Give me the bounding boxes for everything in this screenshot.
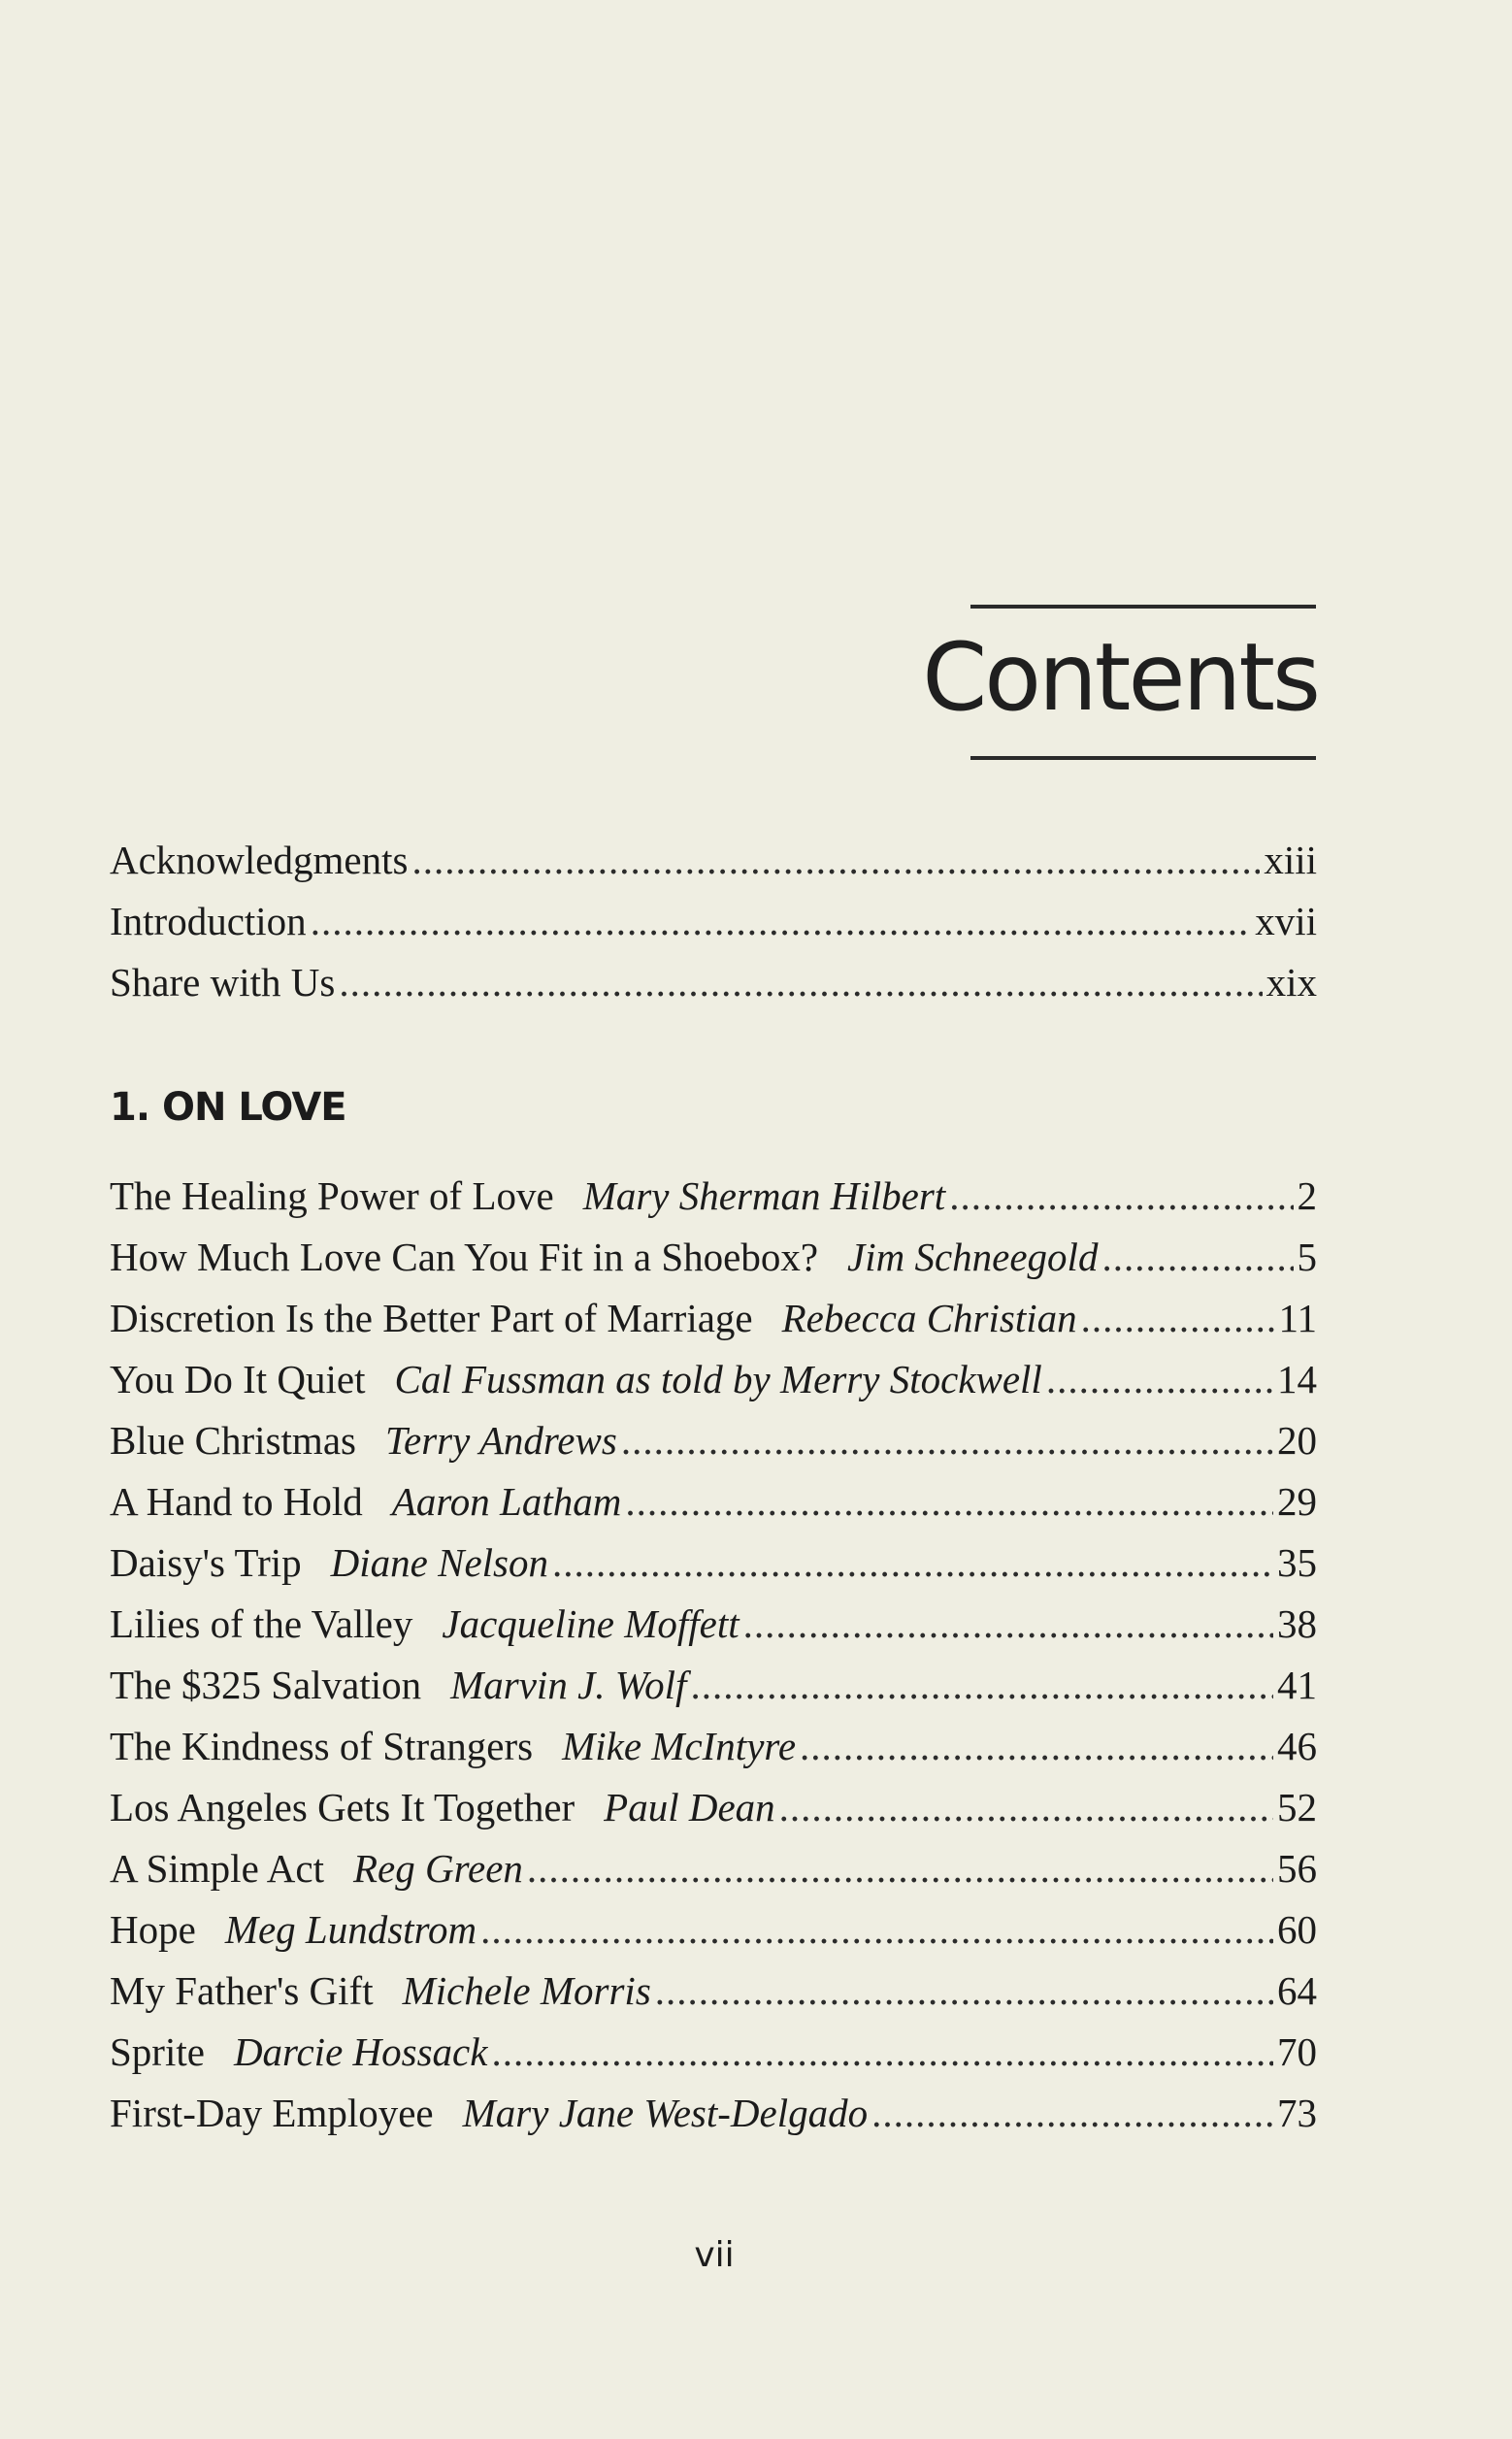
- entry-author: Mike McIntyre: [562, 1724, 797, 1768]
- toc-entry[interactable]: [110, 1906, 1317, 1955]
- entry-title: The Healing Power of Love: [110, 1173, 554, 1218]
- dot-leader: [871, 2090, 1273, 2136]
- entry-page: 70: [1277, 2029, 1317, 2074]
- dot-leader: [311, 898, 1252, 944]
- toc-entry[interactable]: [110, 1417, 1317, 1466]
- entry-page: 56: [1277, 1846, 1317, 1891]
- entry-page: 38: [1277, 1601, 1317, 1646]
- entry-page: 52: [1277, 1785, 1317, 1829]
- toc-entry[interactable]: [110, 1478, 1317, 1527]
- entry-title: My Father's Gift: [110, 1968, 374, 2013]
- entry-author: Rebecca Christian: [781, 1296, 1077, 1340]
- entry-title: A Simple Act: [110, 1846, 324, 1891]
- entry-title: Hope: [110, 1907, 196, 1952]
- heading-rule-top: [970, 605, 1316, 609]
- toc-entry[interactable]: [110, 1172, 1317, 1221]
- entry-page: xvii: [1255, 899, 1317, 943]
- entry-title: Discretion Is the Better Part of Marriage: [110, 1296, 753, 1340]
- entry-author: Reg Green: [352, 1846, 523, 1891]
- entry-title: The Kindness of Strangers: [110, 1724, 534, 1768]
- entry-page: 73: [1277, 2091, 1317, 2135]
- toc-entry[interactable]: [110, 1784, 1317, 1832]
- entry-page: 14: [1277, 1357, 1317, 1401]
- dot-leader: [621, 1417, 1273, 1464]
- entry-title: The $325 Salvation: [110, 1663, 422, 1707]
- dot-leader: [690, 1662, 1273, 1708]
- entry-title: Share with Us: [110, 960, 336, 1005]
- entry-author: Paul Dean: [604, 1785, 775, 1829]
- entry-page: 29: [1277, 1479, 1317, 1524]
- dot-leader: [1101, 1234, 1293, 1280]
- entry-title: Acknowledgments: [110, 838, 409, 882]
- entry-page: 46: [1277, 1724, 1317, 1768]
- entry-author: Darcie Hossack: [233, 2029, 488, 2074]
- entry-author: Diane Nelson: [330, 1540, 548, 1585]
- toc-entry-introduction[interactable]: [110, 898, 1317, 946]
- dot-leader: [552, 1539, 1273, 1586]
- page-number: vii: [694, 2235, 735, 2275]
- toc-entry[interactable]: [110, 2028, 1317, 2077]
- entry-author: Michele Morris: [402, 1968, 651, 2013]
- toc-entry-acknowledgments[interactable]: [110, 837, 1317, 885]
- dot-leader: [949, 1172, 1293, 1219]
- entry-author: Jacqueline Moffett: [442, 1601, 740, 1646]
- entry-author: Meg Lundstrom: [224, 1907, 477, 1952]
- entry-author: Mary Sherman Hilbert: [582, 1173, 946, 1218]
- entry-page: 5: [1297, 1235, 1317, 1279]
- dot-leader: [480, 1906, 1273, 1953]
- dot-leader: [743, 1600, 1273, 1647]
- section-heading: 1. ON LOVE: [110, 1085, 346, 1130]
- entry-page: xix: [1265, 960, 1317, 1005]
- toc-entry[interactable]: [110, 1295, 1317, 1343]
- toc-entry[interactable]: [110, 1845, 1317, 1894]
- entry-title: Blue Christmas: [110, 1418, 356, 1463]
- entry-author: Cal Fussman as told by Merry Stockwell: [394, 1357, 1042, 1401]
- entry-title: Los Angeles Gets It Together: [110, 1785, 575, 1829]
- entry-title: How Much Love Can You Fit in a Shoebox?: [110, 1235, 819, 1279]
- toc-entry[interactable]: [110, 1723, 1317, 1771]
- entry-page: 64: [1277, 1968, 1317, 2013]
- entry-title: You Do It Quiet: [110, 1357, 366, 1401]
- entry-title: Sprite: [110, 2029, 205, 2074]
- entry-page: 60: [1277, 1907, 1317, 1952]
- toc-entry[interactable]: [110, 2090, 1317, 2138]
- entry-title: A Hand to Hold: [110, 1479, 363, 1524]
- dot-leader: [779, 1784, 1273, 1830]
- entry-title: Introduction: [110, 899, 307, 943]
- toc-entry-share-with-us[interactable]: [110, 959, 1317, 1007]
- dot-leader: [1081, 1295, 1275, 1341]
- dot-leader: [625, 1478, 1273, 1525]
- dot-leader: [527, 1845, 1273, 1892]
- entry-author: Marvin J. Wolf: [450, 1663, 687, 1707]
- entry-author: Jim Schneegold: [847, 1235, 1099, 1279]
- entry-title: Daisy's Trip: [110, 1540, 302, 1585]
- entry-page: 2: [1297, 1173, 1317, 1218]
- entry-title: Lilies of the Valley: [110, 1601, 413, 1646]
- entry-title: First-Day Employee: [110, 2091, 434, 2135]
- entry-author: Aaron Latham: [391, 1479, 622, 1524]
- dot-leader: [339, 959, 1262, 1005]
- toc-entry[interactable]: [110, 1600, 1317, 1649]
- toc-entry[interactable]: [110, 1234, 1317, 1282]
- dot-leader: [800, 1723, 1273, 1769]
- toc-entry[interactable]: [110, 1356, 1317, 1404]
- entry-page: xiii: [1264, 838, 1317, 882]
- page-title: Contents: [922, 623, 1318, 732]
- entry-page: 11: [1278, 1296, 1317, 1340]
- dot-leader: [655, 1967, 1273, 2014]
- dot-leader: [491, 2028, 1273, 2075]
- entry-page: 41: [1277, 1663, 1317, 1707]
- toc-entry[interactable]: [110, 1662, 1317, 1710]
- entry-author: Terry Andrews: [384, 1418, 617, 1463]
- dot-leader: [1046, 1356, 1273, 1402]
- entry-page: 20: [1277, 1418, 1317, 1463]
- toc-entry[interactable]: [110, 1967, 1317, 2016]
- entry-author: Mary Jane West-Delgado: [462, 2091, 869, 2135]
- heading-rule-bottom: [970, 756, 1316, 760]
- entry-page: 35: [1277, 1540, 1317, 1585]
- dot-leader: [411, 837, 1260, 883]
- toc-entry[interactable]: [110, 1539, 1317, 1588]
